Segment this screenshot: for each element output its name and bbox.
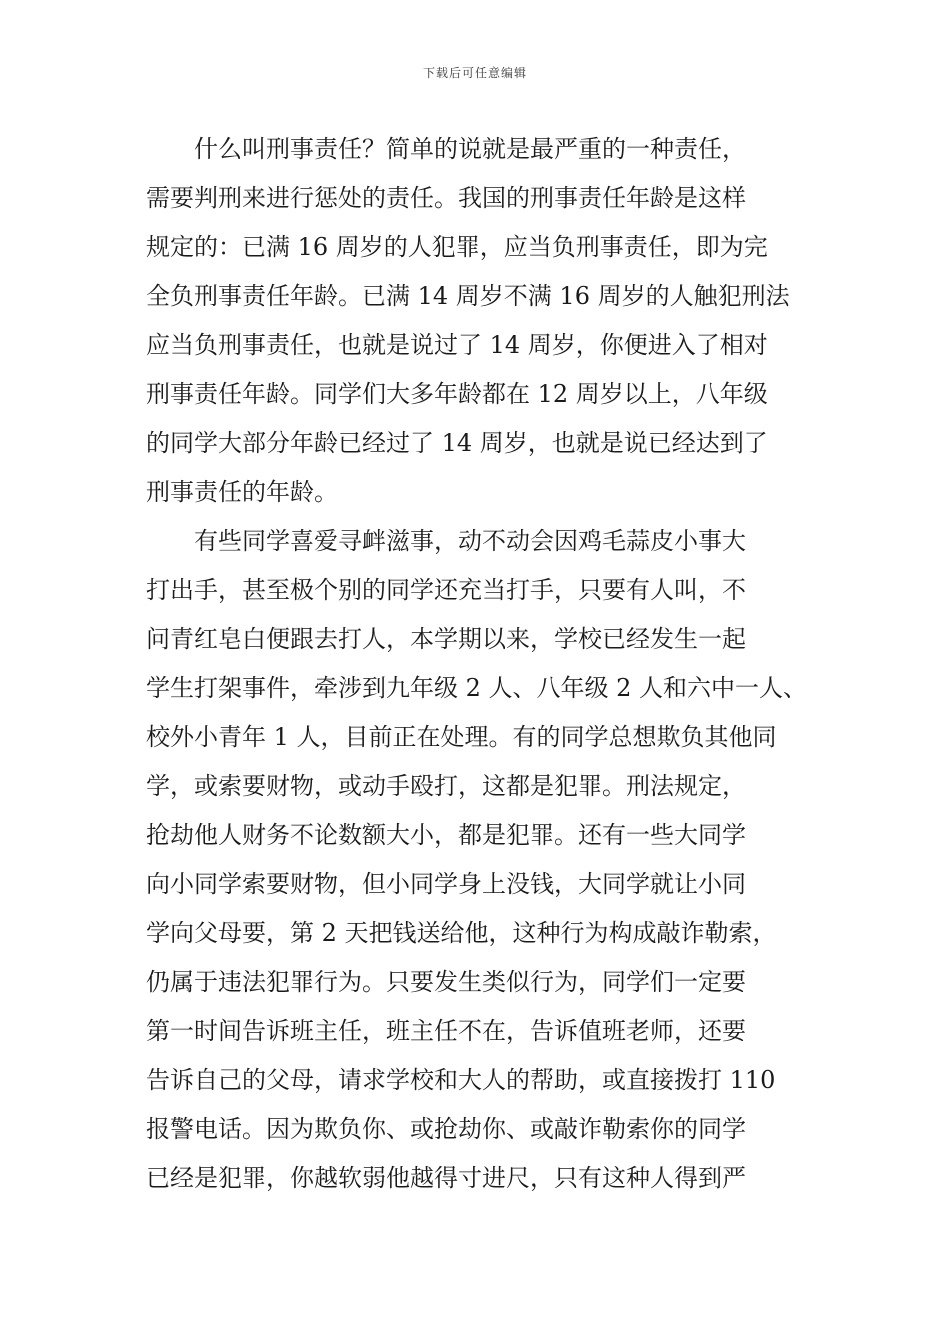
text-line: 刑事责任的年龄。 [146, 478, 338, 506]
paragraph-school-bullying [146, 517, 816, 1203]
text-line: 已经是犯罪，你越软弱他越得寸进尺，只有这种人得到严 [146, 1164, 746, 1192]
text-line: 报警电话。因为欺负你、或抢劫你、或敲诈勒索你的同学 [146, 1115, 746, 1143]
text-line: 的同学大部分年龄已经过了 14 周岁，也就是说已经达到了 [146, 429, 768, 457]
text-line: 什么叫刑事责任？简单的说就是最严重的一种责任， [194, 135, 746, 163]
text-line: 抢劫他人财务不论数额大小，都是犯罪。还有一些大同学 [146, 821, 746, 849]
text-line: 规定的：已满 16 周岁的人犯罪，应当负刑事责任，即为完 [146, 233, 768, 261]
text-line: 刑事责任年龄。同学们大多年龄都在 12 周岁以上，八年级 [146, 380, 768, 408]
text-line: 学生打架事件，牵涉到九年级 2 人、八年级 2 人和六中一人、 [146, 674, 808, 702]
text-line: 第一时间告诉班主任，班主任不在，告诉值班老师，还要 [146, 1017, 746, 1045]
text-line: 有些同学喜爱寻衅滋事，动不动会因鸡毛蒜皮小事大 [194, 527, 746, 555]
text-line: 打出手，甚至极个别的同学还充当打手，只要有人叫，不 [146, 576, 746, 604]
text-line: 问青红皂白便跟去打人，本学期以来，学校已经发生一起 [146, 625, 746, 653]
text-line: 校外小青年 1 人，目前正在处理。有的同学总想欺负其他同 [146, 723, 777, 751]
document-body [146, 125, 816, 1203]
text-line: 应当负刑事责任，也就是说过了 14 周岁，你便进入了相对 [146, 331, 768, 359]
text-line: 学向父母要，第 2 天把钱送给他，这种行为构成敲诈勒索， [146, 919, 777, 947]
text-line: 需要判刑来进行惩处的责任。我国的刑事责任年龄是这样 [146, 184, 746, 212]
page-header-note: 下载后可任意编辑 [422, 66, 527, 80]
text-line: 仍属于违法犯罪行为。只要发生类似行为，同学们一定要 [146, 968, 746, 996]
text-line: 学，或索要财物，或动手殴打，这都是犯罪。刑法规定， [146, 772, 746, 800]
text-line: 向小同学索要财物，但小同学身上没钱，大同学就让小同 [146, 870, 746, 898]
text-line: 全负刑事责任年龄。已满 14 周岁不满 16 周岁的人触犯刑法 [146, 282, 790, 310]
text-line: 告诉自己的父母，请求学校和大人的帮助，或直接拨打 110 [146, 1066, 776, 1094]
paragraph-criminal-responsibility [146, 125, 816, 517]
